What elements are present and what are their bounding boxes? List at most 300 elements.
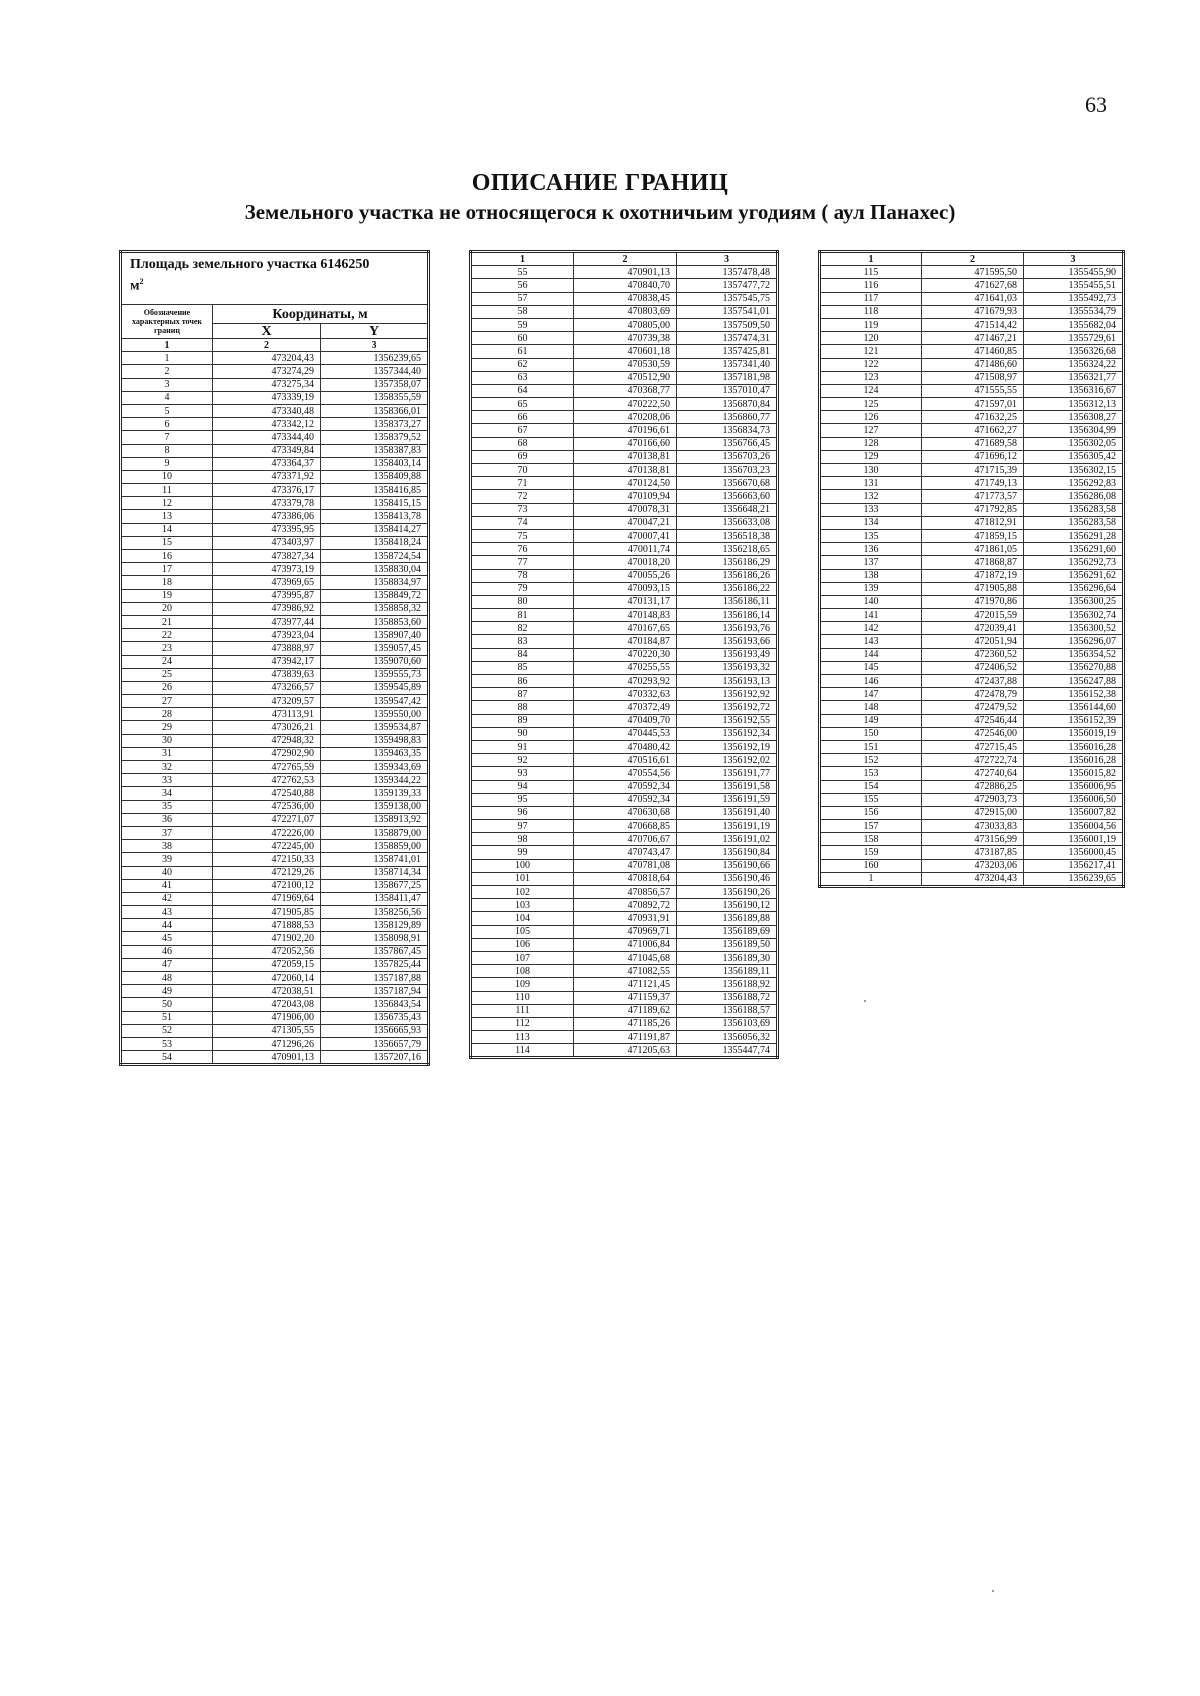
x-coordinate-cell: 471595,50	[922, 266, 1024, 279]
point-number-cell: 52	[121, 1024, 213, 1037]
table-row	[820, 688, 1124, 701]
x-coordinate-cell: 472271,07	[213, 813, 321, 826]
x-coordinate-cell: 471555,55	[922, 384, 1024, 397]
x-coordinate-cell: 470124,50	[574, 477, 677, 490]
column-number-cell: 2	[922, 252, 1024, 266]
x-coordinate-cell: 473349,84	[213, 444, 321, 457]
point-number-cell: 86	[471, 675, 574, 688]
table-row	[121, 497, 429, 510]
y-coordinate-cell: 1356648,21	[677, 503, 778, 516]
y-coordinate-cell: 1356270,88	[1024, 661, 1124, 674]
point-number-cell: 30	[121, 734, 213, 747]
y-coordinate-cell: 1359070,60	[321, 655, 429, 668]
y-coordinate-cell: 1356190,12	[677, 899, 778, 912]
point-number-cell: 145	[820, 661, 922, 674]
table-row	[471, 1017, 778, 1030]
y-coordinate-cell: 1358411,47	[321, 892, 429, 905]
table-row	[471, 951, 778, 964]
y-coordinate-cell: 1356703,26	[677, 450, 778, 463]
x-coordinate-cell: 470055,26	[574, 569, 677, 582]
point-number-cell: 126	[820, 411, 922, 424]
point-number-cell: 23	[121, 642, 213, 655]
table-row	[820, 450, 1124, 463]
x-coordinate-cell: 470196,61	[574, 424, 677, 437]
point-number-cell: 143	[820, 635, 922, 648]
y-coordinate-cell: 1357867,45	[321, 945, 429, 958]
x-coordinate-cell: 470856,57	[574, 886, 677, 899]
point-number-cell: 82	[471, 622, 574, 635]
table-row	[471, 529, 778, 542]
y-coordinate-cell: 1355447,74	[677, 1044, 778, 1058]
y-coordinate-cell: 1357344,40	[321, 365, 429, 378]
y-coordinate-cell: 1358355,59	[321, 391, 429, 404]
y-coordinate-cell: 1356302,15	[1024, 464, 1124, 477]
y-coordinate-cell: 1356283,58	[1024, 516, 1124, 529]
y-coordinate-cell: 1357478,48	[677, 266, 778, 279]
point-number-cell: 90	[471, 727, 574, 740]
y-coordinate-cell: 1356663,60	[677, 490, 778, 503]
table-row	[471, 464, 778, 477]
point-number-cell: 97	[471, 820, 574, 833]
table-row	[121, 550, 429, 563]
table-row	[121, 734, 429, 747]
document-subtitle: Земельного участка не относящегося к охотничьим угодиям ( аул Панахес)	[244, 200, 956, 224]
designation-header: Обозначение характерных точек границ	[121, 305, 213, 339]
point-number-cell: 95	[471, 793, 574, 806]
point-number-cell: 53	[121, 1037, 213, 1050]
point-number-cell: 113	[471, 1031, 574, 1044]
table-row	[820, 503, 1124, 516]
table-row	[820, 595, 1124, 608]
x-coordinate-cell: 470167,65	[574, 622, 677, 635]
x-coordinate-cell: 471969,64	[213, 892, 321, 905]
table-row	[471, 318, 778, 331]
x-coordinate-cell: 473340,48	[213, 404, 321, 417]
y-coordinate-cell: 1356186,29	[677, 556, 778, 569]
point-number-cell: 121	[820, 345, 922, 358]
x-coordinate-cell: 470166,60	[574, 437, 677, 450]
point-number-cell: 35	[121, 800, 213, 813]
y-coordinate-cell: 1356186,22	[677, 582, 778, 595]
point-number-cell: 62	[471, 358, 574, 371]
point-number-cell: 67	[471, 424, 574, 437]
point-number-cell: 135	[820, 529, 922, 542]
point-number-cell: 43	[121, 906, 213, 919]
table-row	[820, 529, 1124, 542]
y-coordinate-cell: 1356217,41	[1024, 859, 1124, 872]
table-row	[471, 358, 778, 371]
table-row	[820, 424, 1124, 437]
point-number-cell: 103	[471, 899, 574, 912]
y-coordinate-cell: 1356189,30	[677, 951, 778, 964]
y-coordinate-cell: 1356354,52	[1024, 648, 1124, 661]
y-coordinate-cell: 1356189,11	[677, 965, 778, 978]
table-row	[820, 358, 1124, 371]
y-coordinate-cell: 1356192,02	[677, 754, 778, 767]
x-coordinate-cell: 471905,88	[922, 582, 1024, 595]
y-coordinate-cell: 1357207,16	[321, 1051, 429, 1065]
y-coordinate-cell: 1359138,00	[321, 800, 429, 813]
point-number-cell: 144	[820, 648, 922, 661]
point-number-cell: 138	[820, 569, 922, 582]
point-number-cell: 84	[471, 648, 574, 661]
y-coordinate-cell: 1356870,84	[677, 398, 778, 411]
table-row	[471, 384, 778, 397]
y-coordinate-cell: 1356186,11	[677, 595, 778, 608]
y-coordinate-cell: 1356191,19	[677, 820, 778, 833]
point-number-cell: 77	[471, 556, 574, 569]
point-number-cell: 146	[820, 675, 922, 688]
table-row	[121, 945, 429, 958]
y-coordinate-cell: 1356188,72	[677, 991, 778, 1004]
point-number-cell: 104	[471, 912, 574, 925]
table-row	[121, 998, 429, 1011]
y-coordinate-cell: 1359555,73	[321, 668, 429, 681]
x-coordinate-cell: 471632,25	[922, 411, 1024, 424]
point-number-cell: 139	[820, 582, 922, 595]
x-coordinate-cell: 472100,12	[213, 879, 321, 892]
y-coordinate-cell: 1356186,14	[677, 609, 778, 622]
table-row	[121, 668, 429, 681]
y-coordinate-cell: 1356665,93	[321, 1024, 429, 1037]
x-coordinate-cell: 472903,73	[922, 793, 1024, 806]
y-coordinate-cell: 1356218,65	[677, 543, 778, 556]
table-row	[121, 932, 429, 945]
x-coordinate-cell: 472902,90	[213, 747, 321, 760]
x-coordinate-cell: 473986,92	[213, 602, 321, 615]
point-number-cell: 7	[121, 431, 213, 444]
table-row	[121, 1037, 429, 1050]
table-row	[121, 972, 429, 985]
x-coordinate-cell: 472129,26	[213, 866, 321, 879]
coordinates-table-1	[119, 250, 430, 1066]
point-number-cell: 2	[121, 365, 213, 378]
table-row	[121, 642, 429, 655]
point-number-cell: 159	[820, 846, 922, 859]
x-coordinate-cell: 471460,85	[922, 345, 1024, 358]
y-coordinate-cell: 1359139,33	[321, 787, 429, 800]
table-row	[121, 602, 429, 615]
table-row	[471, 754, 778, 767]
table-row	[121, 365, 429, 378]
y-coordinate-cell: 1356670,68	[677, 477, 778, 490]
table-row	[121, 721, 429, 734]
point-number-cell: 8	[121, 444, 213, 457]
point-number-cell: 63	[471, 371, 574, 384]
x-coordinate-cell: 470739,38	[574, 332, 677, 345]
point-number-cell: 147	[820, 688, 922, 701]
x-coordinate-cell: 470706,67	[574, 833, 677, 846]
y-coordinate-cell: 1356291,28	[1024, 529, 1124, 542]
point-number-cell: 80	[471, 595, 574, 608]
table-row	[121, 866, 429, 879]
x-coordinate-cell: 473969,65	[213, 576, 321, 589]
y-coordinate-cell: 1357187,94	[321, 985, 429, 998]
y-coordinate-cell: 1356321,77	[1024, 371, 1124, 384]
x-coordinate-cell: 473942,17	[213, 655, 321, 668]
y-coordinate-cell: 1356766,45	[677, 437, 778, 450]
point-number-cell: 127	[820, 424, 922, 437]
y-coordinate-cell: 1356324,22	[1024, 358, 1124, 371]
y-coordinate-cell: 1356239,65	[321, 352, 429, 365]
y-coordinate-cell: 1355492,73	[1024, 292, 1124, 305]
y-coordinate-cell: 1356735,43	[321, 1011, 429, 1024]
table-row	[121, 879, 429, 892]
point-number-cell: 140	[820, 595, 922, 608]
point-number-cell: 131	[820, 477, 922, 490]
x-coordinate-cell: 471905,85	[213, 906, 321, 919]
x-coordinate-cell: 470818,64	[574, 872, 677, 885]
y-coordinate-cell: 1357825,44	[321, 958, 429, 971]
table-row	[820, 371, 1124, 384]
table-row	[820, 569, 1124, 582]
point-number-cell: 42	[121, 892, 213, 905]
y-coordinate-cell: 1356188,57	[677, 1004, 778, 1017]
point-number-cell: 115	[820, 266, 922, 279]
point-number-cell: 28	[121, 708, 213, 721]
table-row	[820, 411, 1124, 424]
table-row	[820, 543, 1124, 556]
point-number-cell: 134	[820, 516, 922, 529]
y-coordinate-cell: 1358129,89	[321, 919, 429, 932]
table-row	[471, 1004, 778, 1017]
table-row	[820, 305, 1124, 318]
x-coordinate-cell: 471812,91	[922, 516, 1024, 529]
table-row	[471, 582, 778, 595]
x-coordinate-cell: 473839,63	[213, 668, 321, 681]
point-number-cell: 57	[471, 292, 574, 305]
x-coordinate-cell: 471045,68	[574, 951, 677, 964]
y-coordinate-cell: 1356296,07	[1024, 635, 1124, 648]
point-number-cell: 47	[121, 958, 213, 971]
point-number-cell: 148	[820, 701, 922, 714]
column-number-cell: 3	[677, 252, 778, 266]
point-number-cell: 13	[121, 510, 213, 523]
x-coordinate-cell: 470480,42	[574, 740, 677, 753]
page-number: 63	[1085, 92, 1107, 117]
point-number-cell: 16	[121, 550, 213, 563]
table-row	[121, 536, 429, 549]
point-number-cell: 156	[820, 806, 922, 819]
x-coordinate-cell: 472765,59	[213, 761, 321, 774]
y-coordinate-cell: 1355729,61	[1024, 332, 1124, 345]
y-coordinate-cell: 1356860,77	[677, 411, 778, 424]
y-coordinate-cell: 1358741,01	[321, 853, 429, 866]
x-coordinate-cell: 470293,92	[574, 675, 677, 688]
x-coordinate-cell: 470332,63	[574, 688, 677, 701]
y-coordinate-cell: 1356843,54	[321, 998, 429, 1011]
y-coordinate-cell: 1358907,40	[321, 629, 429, 642]
x-coordinate-cell: 470109,94	[574, 490, 677, 503]
table-row	[471, 1031, 778, 1044]
y-coordinate-cell: 1356152,39	[1024, 714, 1124, 727]
y-coordinate-cell: 1355534,79	[1024, 305, 1124, 318]
point-number-cell: 142	[820, 622, 922, 635]
y-coordinate-cell: 1356193,13	[677, 675, 778, 688]
x-coordinate-cell: 473204,43	[213, 352, 321, 365]
table-row	[820, 675, 1124, 688]
x-coordinate-cell: 470805,00	[574, 318, 677, 331]
x-coordinate-cell: 472762,53	[213, 774, 321, 787]
column-number-cell: 2	[574, 252, 677, 266]
x-coordinate-cell: 471486,60	[922, 358, 1024, 371]
point-number-cell: 122	[820, 358, 922, 371]
table-row	[820, 622, 1124, 635]
x-coordinate-cell: 471689,58	[922, 437, 1024, 450]
table-row	[820, 767, 1124, 780]
table-row	[820, 648, 1124, 661]
table-row	[820, 661, 1124, 674]
x-coordinate-cell: 472245,00	[213, 840, 321, 853]
y-coordinate-cell: 1356518,38	[677, 529, 778, 542]
x-coordinate-cell: 470131,17	[574, 595, 677, 608]
x-coordinate-cell: 470409,70	[574, 714, 677, 727]
x-coordinate-cell: 470554,56	[574, 767, 677, 780]
column-numbers-row	[471, 252, 778, 266]
x-coordinate-cell: 473203,06	[922, 859, 1024, 872]
point-number-cell: 93	[471, 767, 574, 780]
x-coordinate-cell: 472722,74	[922, 754, 1024, 767]
table-row	[471, 424, 778, 437]
x-coordinate-cell: 470222,50	[574, 398, 677, 411]
point-number-cell: 51	[121, 1011, 213, 1024]
x-coordinate-cell: 470743,47	[574, 846, 677, 859]
table-row	[471, 345, 778, 358]
point-number-cell: 98	[471, 833, 574, 846]
y-coordinate-cell: 1356291,62	[1024, 569, 1124, 582]
point-number-cell: 70	[471, 464, 574, 477]
point-number-cell: 81	[471, 609, 574, 622]
column-number-cell: 3	[321, 339, 429, 352]
table-row	[471, 543, 778, 556]
x-coordinate-cell: 470018,20	[574, 556, 677, 569]
x-coordinate-cell: 470138,81	[574, 464, 677, 477]
y-coordinate-cell: 1357541,01	[677, 305, 778, 318]
x-coordinate-cell: 473973,19	[213, 563, 321, 576]
table-row	[471, 661, 778, 674]
table-row	[471, 305, 778, 318]
table-row	[471, 688, 778, 701]
point-number-cell: 124	[820, 384, 922, 397]
table-row	[121, 431, 429, 444]
table-row	[121, 404, 429, 417]
y-coordinate-cell: 1358834,97	[321, 576, 429, 589]
point-number-cell: 130	[820, 464, 922, 477]
column-number-cell: 1	[820, 252, 922, 266]
table-row	[471, 622, 778, 635]
table-row	[820, 279, 1124, 292]
table-row	[471, 780, 778, 793]
table-row	[471, 675, 778, 688]
table-row	[820, 635, 1124, 648]
point-number-cell: 149	[820, 714, 922, 727]
x-coordinate-cell: 470138,81	[574, 450, 677, 463]
x-coordinate-cell: 473379,78	[213, 497, 321, 510]
table-row	[471, 991, 778, 1004]
table-row	[121, 892, 429, 905]
x-coordinate-cell: 470803,69	[574, 305, 677, 318]
x-coordinate-cell: 473209,57	[213, 695, 321, 708]
table-row	[471, 793, 778, 806]
point-number-cell: 94	[471, 780, 574, 793]
y-coordinate-cell: 1356015,82	[1024, 767, 1124, 780]
area-label: Площадь земельного участка 6146250	[130, 257, 370, 272]
table-row	[820, 384, 1124, 397]
column-numbers-row	[121, 339, 429, 352]
x-coordinate-cell: 470601,18	[574, 345, 677, 358]
point-number-cell: 26	[121, 681, 213, 694]
y-coordinate-cell: 1357477,72	[677, 279, 778, 292]
x-coordinate-cell: 470838,45	[574, 292, 677, 305]
table-row	[121, 681, 429, 694]
point-number-cell: 19	[121, 589, 213, 602]
x-coordinate-cell: 470592,34	[574, 780, 677, 793]
y-coordinate-cell: 1356834,73	[677, 424, 778, 437]
point-number-cell: 1	[820, 872, 922, 886]
point-number-cell: 25	[121, 668, 213, 681]
table-row	[121, 418, 429, 431]
x-coordinate-cell: 471679,93	[922, 305, 1024, 318]
area-unit: м	[130, 278, 140, 294]
table-row	[820, 872, 1124, 886]
table-row	[820, 754, 1124, 767]
x-coordinate-cell: 472015,59	[922, 609, 1024, 622]
point-number-cell: 153	[820, 767, 922, 780]
point-number-cell: 116	[820, 279, 922, 292]
x-coordinate-cell: 473403,97	[213, 536, 321, 549]
x-coordinate-cell: 470901,13	[574, 266, 677, 279]
table-row	[820, 701, 1124, 714]
y-coordinate-cell: 1358853,60	[321, 615, 429, 628]
table-row	[121, 444, 429, 457]
table-row	[471, 556, 778, 569]
point-number-cell: 99	[471, 846, 574, 859]
point-number-cell: 83	[471, 635, 574, 648]
y-coordinate-cell: 1355682,04	[1024, 318, 1124, 331]
y-coordinate-cell: 1356191,77	[677, 767, 778, 780]
column-number-cell: 1	[121, 339, 213, 352]
y-coordinate-cell: 1356300,25	[1024, 595, 1124, 608]
x-coordinate-cell: 472715,45	[922, 740, 1024, 753]
table-row	[121, 1051, 429, 1065]
column-number-cell: 1	[471, 252, 574, 266]
y-coordinate-cell: 1355455,51	[1024, 279, 1124, 292]
y-coordinate-cell: 1356193,66	[677, 635, 778, 648]
point-number-cell: 14	[121, 523, 213, 536]
y-coordinate-cell: 1356190,26	[677, 886, 778, 899]
point-number-cell: 68	[471, 437, 574, 450]
point-number-cell: 29	[121, 721, 213, 734]
point-number-cell: 88	[471, 701, 574, 714]
y-coordinate-cell: 1356006,50	[1024, 793, 1124, 806]
point-number-cell: 6	[121, 418, 213, 431]
y-coordinate-cell: 1356239,65	[1024, 872, 1124, 886]
table-row	[820, 609, 1124, 622]
x-coordinate-cell: 473156,99	[922, 833, 1024, 846]
point-number-cell: 157	[820, 820, 922, 833]
y-coordinate-cell: 1356302,74	[1024, 609, 1124, 622]
y-coordinate-cell: 1356292,83	[1024, 477, 1124, 490]
x-coordinate-cell: 471189,62	[574, 1004, 677, 1017]
x-coordinate-cell: 471082,55	[574, 965, 677, 978]
y-coordinate-cell: 1358403,14	[321, 457, 429, 470]
x-coordinate-cell: 472536,00	[213, 800, 321, 813]
table-row	[471, 740, 778, 753]
x-coordinate-cell: 470630,68	[574, 806, 677, 819]
point-number-cell: 108	[471, 965, 574, 978]
point-number-cell: 15	[121, 536, 213, 549]
table-row	[471, 1044, 778, 1058]
